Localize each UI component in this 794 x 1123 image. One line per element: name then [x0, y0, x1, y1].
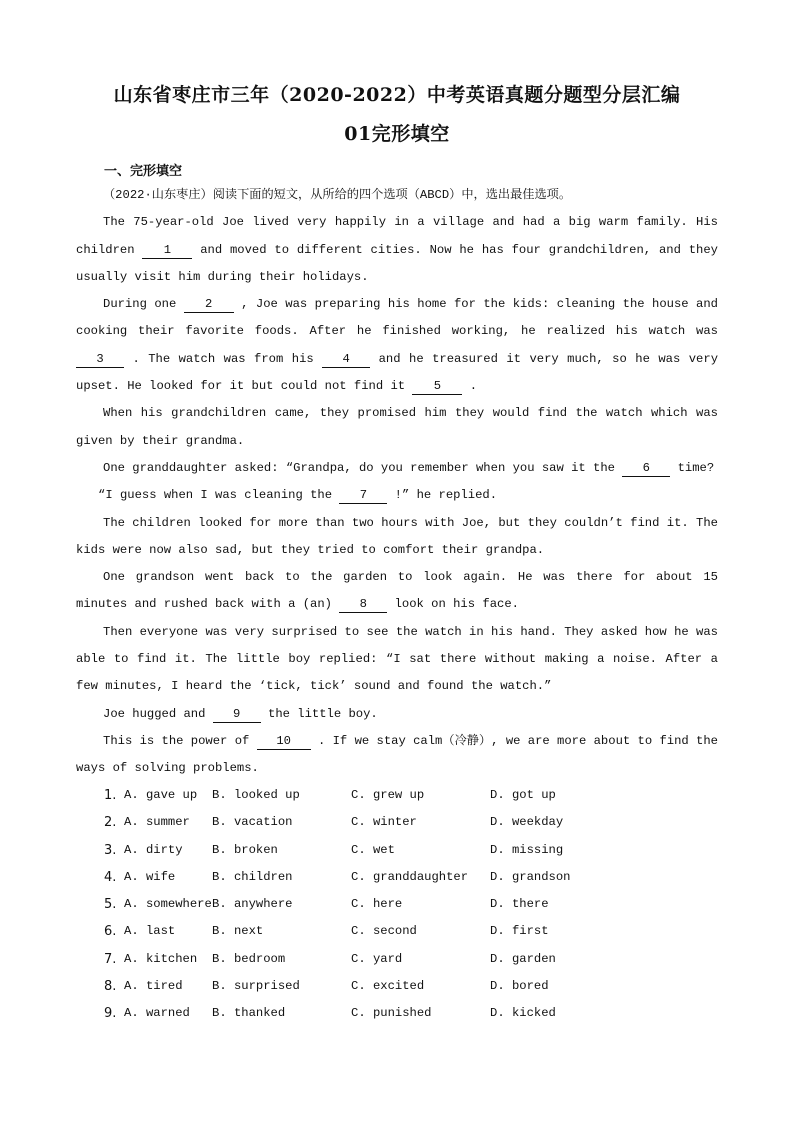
blank-1[interactable]: 1 — [142, 242, 192, 259]
question-number: 4. — [104, 869, 117, 885]
question-number: 9. — [104, 1006, 117, 1022]
text: One granddaughter asked: “Grandpa, do you remember when you saw it the — [103, 460, 623, 475]
text: During one — [103, 297, 184, 312]
text: . The watch was from his — [124, 351, 323, 366]
option-a[interactable]: A. summer — [124, 815, 190, 830]
text: Joe hugged and — [103, 706, 213, 721]
text: , Joe was preparing his home for the kids: cleaning the house and cooking their favorite foods. After he finished working, he realized his watch was — [76, 297, 718, 339]
option-c[interactable]: C. grew up — [351, 788, 425, 802]
question-number: 7. — [104, 951, 117, 967]
option-b[interactable]: B. surprised — [212, 979, 300, 994]
document-subtitle: 01完形填空 — [344, 123, 450, 145]
text: and moved to different cities. Now he has four grandchildren, and they usually visit him during their holidays. — [76, 242, 718, 284]
option-a[interactable]: A. somewhere — [124, 897, 212, 912]
option-row — [104, 918, 704, 945]
paragraph — [76, 455, 718, 482]
paragraph — [76, 209, 718, 291]
option-b[interactable]: B. children — [212, 869, 293, 884]
blank-5[interactable]: 5 — [412, 378, 462, 395]
option-d[interactable]: D. grandson — [490, 869, 571, 884]
blank-2[interactable]: 2 — [184, 296, 234, 313]
paragraph — [76, 291, 718, 400]
option-c[interactable]: C. wet — [351, 842, 395, 857]
text: One grandson went back to the garden to look again. He was there for about 15 minutes and rushed back with a (an) — [76, 570, 718, 612]
blank-10[interactable]: 10 — [257, 733, 311, 750]
text: and he treasured it very much, so he was very upset. He looked for it but could not find it — [76, 351, 719, 394]
text: . If we stay calm（冷静）, we are more about to find the ways of solving problems. — [76, 733, 718, 776]
option-row — [104, 891, 704, 918]
option-b[interactable]: B. next — [212, 924, 264, 939]
option-d[interactable]: D. missing — [490, 842, 564, 857]
paragraph — [76, 510, 718, 565]
option-row — [104, 809, 704, 836]
paragraph — [76, 564, 718, 619]
question-number: 3. — [104, 842, 117, 858]
option-d[interactable]: D. bored — [490, 979, 549, 994]
option-a[interactable]: A. tired — [124, 979, 183, 994]
options-list — [104, 782, 704, 1028]
text: look on his face. — [387, 597, 519, 612]
question-number: 1. — [104, 788, 117, 803]
blank-9[interactable]: 9 — [213, 706, 261, 723]
option-b[interactable]: B. thanked — [212, 1006, 286, 1021]
source-text: （2022·山东枣庄）阅读下面的短文，从所给的四个选项（ABCD）中，选出最佳选项。 — [103, 188, 572, 202]
blank-6[interactable]: 6 — [622, 460, 670, 477]
paragraph — [76, 400, 718, 455]
option-c[interactable]: C. punished — [351, 1006, 432, 1021]
text: !” he replied. — [387, 488, 498, 503]
option-a[interactable]: A. last — [124, 924, 176, 939]
option-row — [104, 782, 704, 809]
blank-7[interactable]: 7 — [339, 487, 387, 504]
option-row — [104, 864, 704, 891]
paragraph — [76, 701, 718, 728]
option-d[interactable]: D. got up — [490, 788, 556, 802]
paragraph — [76, 728, 718, 783]
text: The 75-year-old Joe lived very happily in a village and had a big warm family. His children — [76, 215, 718, 257]
passage — [76, 182, 718, 783]
text: the little boy. — [260, 706, 378, 721]
option-a[interactable]: A. gave up — [124, 788, 198, 802]
source-note — [76, 182, 718, 209]
option-row — [104, 946, 704, 973]
option-a[interactable]: A. warned — [124, 1006, 190, 1021]
option-a[interactable]: A. kitchen — [124, 951, 198, 966]
option-row — [104, 837, 704, 864]
question-number: 5. — [104, 897, 117, 913]
option-b[interactable]: B. bedroom — [212, 951, 286, 966]
blank-4[interactable]: 4 — [322, 351, 370, 368]
option-c[interactable]: C. second — [351, 924, 417, 939]
question-number: 6. — [104, 924, 117, 940]
paragraph — [76, 482, 718, 509]
option-d[interactable]: D. kicked — [490, 1006, 556, 1021]
option-c[interactable]: C. here — [351, 897, 403, 912]
option-d[interactable]: D. garden — [490, 951, 556, 966]
section-heading: 一、完形填空 — [104, 164, 183, 179]
option-d[interactable]: D. weekday — [490, 815, 564, 830]
text: When his grandchildren came, they promised him they would find the watch which was given by their grandma. — [76, 406, 718, 448]
option-c[interactable]: C. excited — [351, 979, 425, 994]
document-title: 山东省枣庄市三年（2020-2022）中考英语真题分题型分层汇编 — [113, 84, 681, 106]
option-row — [104, 1000, 704, 1027]
option-d[interactable]: D. there — [490, 897, 549, 912]
option-b[interactable]: B. looked up — [212, 788, 300, 802]
text: The children looked for more than two hours with Joe, but they couldn’t find it. The kids were now also sad, but they tried to comfort their grandpa. — [76, 515, 718, 557]
text: “I guess when I was cleaning the — [98, 488, 340, 503]
text: Then everyone was very surprised to see the watch in his hand. They asked how he was able to find it. The little boy replied: “I sat there without making a noise. After a few minutes, I heard the ‘tick, tick’ sound and found the watch.” — [76, 624, 718, 694]
option-a[interactable]: A. dirty — [124, 842, 183, 857]
option-b[interactable]: B. vacation — [212, 815, 293, 830]
text: This is the power of — [103, 733, 257, 748]
text: . — [462, 379, 478, 394]
blank-8[interactable]: 8 — [339, 596, 387, 613]
text: time? — [670, 460, 715, 475]
paragraph — [76, 619, 718, 701]
option-b[interactable]: B. broken — [212, 842, 278, 857]
option-c[interactable]: C. granddaughter — [351, 869, 469, 884]
question-number: 8. — [104, 979, 117, 995]
question-number: 2. — [104, 815, 117, 831]
option-c[interactable]: C. yard — [351, 951, 403, 966]
option-row — [104, 973, 704, 1000]
option-d[interactable]: D. first — [490, 924, 549, 939]
option-c[interactable]: C. winter — [351, 815, 417, 830]
blank-3[interactable]: 3 — [76, 351, 124, 368]
option-b[interactable]: B. anywhere — [212, 897, 293, 912]
option-a[interactable]: A. wife — [124, 869, 176, 884]
